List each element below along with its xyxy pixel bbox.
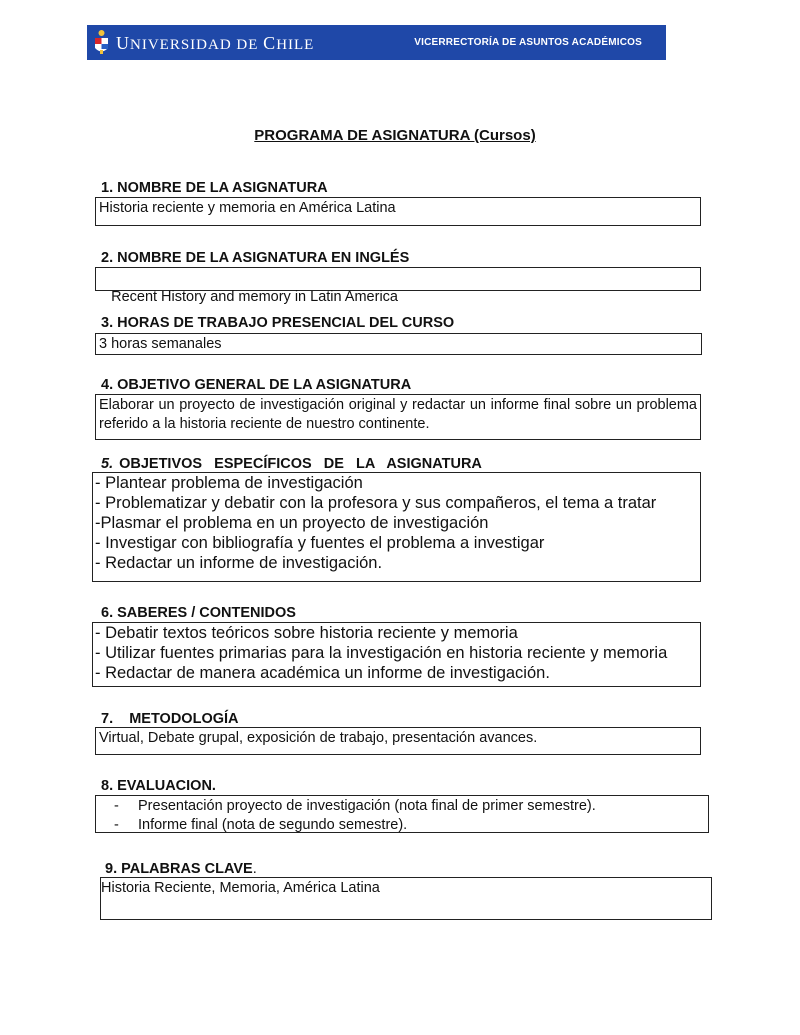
section-5-item: -Plasmar el problema en un proyecto de investigación [95,514,489,532]
section-3-box [95,333,702,355]
section-9-title: 9. PALABRAS CLAVE [105,861,253,877]
section-6-heading: 6. SABERES / CONTENIDOS [101,605,296,621]
section-8-box [95,795,709,833]
vicerrectoria-label: VICERRECTORÍA DE ASUNTOS ACADÉMICOS [414,37,642,48]
university-name: UNIVERSIDAD DE CHILE [116,33,315,53]
section-1-heading: 1. NOMBRE DE LA ASIGNATURA [101,180,328,196]
section-4-content: Elaborar un proyecto de investigación original y redactar un informe final sobre un problema referido a la historia reciente de nuestro continente. [99,397,697,432]
document-title: PROGRAMA DE ASIGNATURA (Cursos) [254,127,536,144]
section-6-box [92,622,701,687]
bullet-dash: - [114,798,119,814]
header-banner [87,25,666,60]
section-3-content: 3 horas semanales [99,336,222,352]
section-6-item: - Redactar de manera académica un informe de investigación. [95,664,550,682]
section-5-item: - Investigar con bibliografía y fuentes el problema a investigar [95,534,545,552]
section-5-number: 5. [101,456,114,472]
section-5-heading [101,456,482,472]
section-3-heading: 3. HORAS DE TRABAJO PRESENCIAL DEL CURSO [101,315,455,331]
section-6-item: - Utilizar fuentes primarias para la investigación en historia reciente y memoria [95,644,668,662]
university-crest-icon [93,28,110,57]
section-9-heading [105,861,257,877]
section-2-heading: 2. NOMBRE DE LA ASIGNATURA EN INGLÉS [101,250,410,266]
section-7-heading: 7. METODOLOGÍA [101,711,239,727]
section-6-item: - Debatir textos teóricos sobre historia reciente y memoria [95,624,518,642]
section-9-content: Historia Reciente, Memoria, América Latina [101,880,380,896]
section-5-title: OBJETIVOS ESPECÍFICOS DE LA ASIGNATURA [119,456,482,472]
bullet-dash: - [114,817,119,833]
section-4-heading: 4. OBJETIVO GENERAL DE LA ASIGNATURA [101,377,412,393]
section-9-box [100,877,712,920]
section-7-content: Virtual, Debate grupal, exposición de trabajo, presentación avances. [99,730,538,746]
section-8-heading: 8. EVALUACION. [101,778,216,794]
section-1-box [95,197,701,226]
section-5-item: - Redactar un informe de investigación. [95,554,383,572]
section-5-item: - Problematizar y debatir con la profesora y sus compañeros, el tema a tratar [95,494,657,512]
section-5-box [92,472,701,582]
section-2-box [95,267,701,305]
section-1-content: Historia reciente y memoria en América Latina [99,200,396,216]
section-9-suffix: . [252,861,257,877]
section-8-item [96,797,708,816]
section-7-box [95,727,701,755]
section-8-item [96,816,708,835]
section-8-item-text: Informe final (nota de segundo semestre). [138,817,408,833]
section-8-item-text: Presentación proyecto de investigación (nota final de primer semestre). [138,798,596,814]
section-4-box [95,394,701,440]
section-5-item: - Plantear problema de investigación [95,474,363,492]
section-2-content: Recent History and memory in Latin America [107,289,398,305]
